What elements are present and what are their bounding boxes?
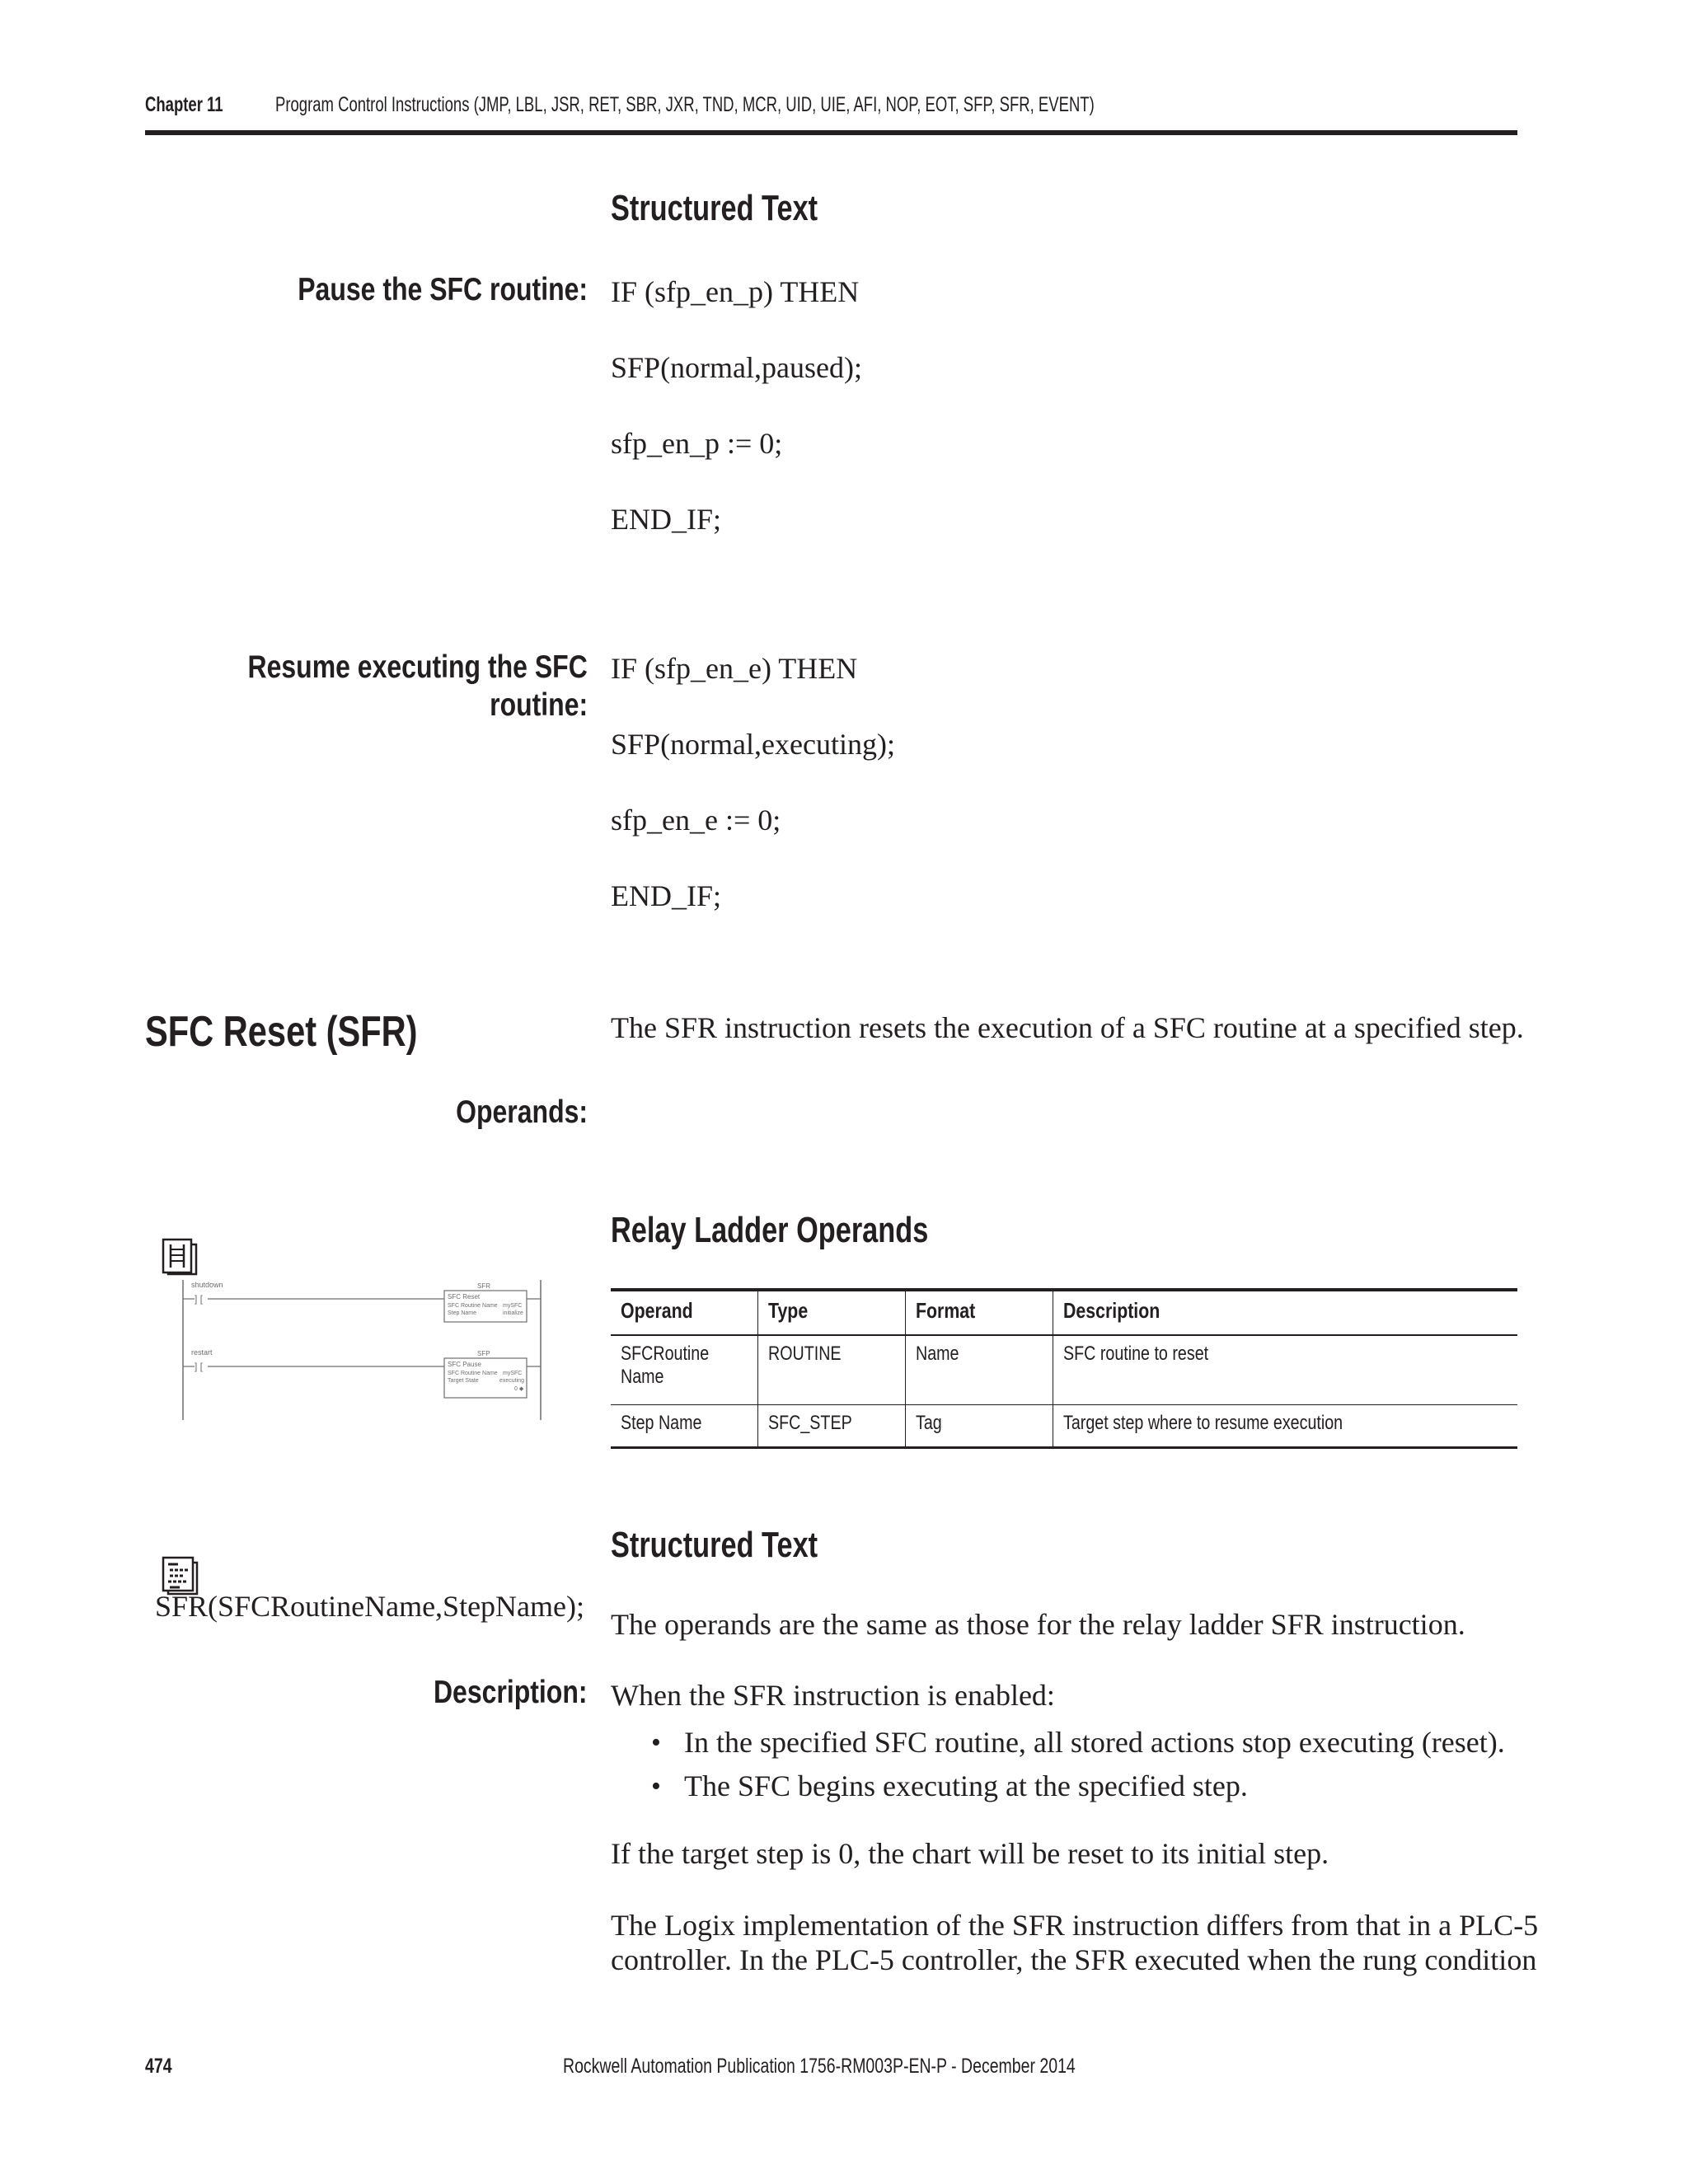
table-header-row xyxy=(611,1290,1517,1335)
sfr-structured-text-heading: Structured Text xyxy=(611,1525,818,1565)
sfr-st-description: The operands are the same as those for the relay ladder SFR instruction. xyxy=(611,1608,1465,1641)
table-header-cell: Format xyxy=(905,1290,1053,1335)
rung2-box-title: SFP xyxy=(477,1350,490,1357)
header-rule xyxy=(145,130,1517,135)
rung2-row2-label: Target State xyxy=(448,1378,479,1384)
sfr-intro: The SFR instruction resets the execution of a SFC routine at a specified step. xyxy=(611,1011,1524,1044)
description-bullets xyxy=(651,1721,1505,1808)
chapter-title: Program Control Instructions (JMP, LBL, JSR, RET, SBR, JXR, TND, MCR, UID, UIE, AFI, NOP, EOT, SFP, SFR, EVENT) xyxy=(275,93,1095,116)
rung1-row2-value: initialize xyxy=(503,1310,523,1316)
rung1-contact-tag: shutdown xyxy=(191,1281,223,1289)
svg-text:] [: ] [ xyxy=(195,1361,204,1372)
table-cell: Target step where to resume execution xyxy=(1053,1404,1517,1447)
pause-code-line-4: END_IF; xyxy=(611,503,721,536)
publication-info: Rockwell Automation Publication 1756-RM003P-EN-P - December 2014 xyxy=(563,2055,1076,2078)
rung1-row1-value: mySFC xyxy=(503,1303,523,1309)
table-cell: ROUTINE xyxy=(757,1335,905,1404)
rung1-box-name: SFC Reset xyxy=(448,1293,481,1301)
table-cell: SFC_STEP xyxy=(757,1404,905,1447)
chapter-label: Chapter 11 xyxy=(145,93,223,116)
sfr-st-syntax: SFR(SFCRoutineName,StepName); xyxy=(155,1590,584,1623)
table-row xyxy=(611,1404,1517,1447)
table-cell: SFC routine to reset xyxy=(1053,1335,1517,1404)
description-intro: When the SFR instruction is enabled: xyxy=(611,1679,1055,1712)
sfr-section-title: SFC Reset (SFR) xyxy=(145,1008,418,1056)
pause-code-line-1: IF (sfp_en_p) THEN xyxy=(611,275,860,308)
operands-table xyxy=(611,1288,1517,1449)
list-item: • The SFC begins executing at the specified step. xyxy=(651,1765,1505,1808)
table-cell: Step Name xyxy=(611,1404,757,1447)
table-header-cell: Operand xyxy=(611,1290,757,1335)
rung2-row1-label: SFC Routine Name xyxy=(448,1371,498,1376)
pause-code-line-2: SFP(normal,paused); xyxy=(611,351,862,384)
rung2-row2-value: executing xyxy=(499,1378,524,1384)
rung2-contact-tag: restart xyxy=(191,1348,213,1357)
ladder-diagram xyxy=(176,1276,547,1428)
page-number: 474 xyxy=(145,2055,172,2078)
table-row xyxy=(611,1335,1517,1404)
resume-label-line-1: Resume executing the SFC xyxy=(247,649,588,685)
resume-code-line-1: IF (sfp_en_e) THEN xyxy=(611,652,858,685)
rung1-row2-label: Step Name xyxy=(448,1310,477,1316)
list-item: • In the specified SFC routine, all stored actions stop executing (reset). xyxy=(651,1721,1505,1765)
table-header-cell: Description xyxy=(1053,1290,1517,1335)
description-label: Description: xyxy=(434,1675,588,1710)
description-para-1: If the target step is 0, the chart will be reset to its initial step. xyxy=(611,1837,1329,1870)
relay-ladder-operands-heading: Relay Ladder Operands xyxy=(611,1210,929,1250)
pause-label: Pause the SFC routine: xyxy=(298,272,588,307)
rung1-row1-label: SFC Routine Name xyxy=(448,1303,498,1309)
resume-label-line-2: routine: xyxy=(489,687,588,723)
resume-code-line-3: sfp_en_e := 0; xyxy=(611,804,781,837)
table-cell: Name xyxy=(905,1335,1053,1404)
description-para-2-line-1: The Logix implementation of the SFR instruction differs from that in a PLC-5 xyxy=(611,1909,1539,1942)
table-cell: SFCRoutine Name xyxy=(611,1335,757,1404)
operands-label: Operands: xyxy=(456,1094,588,1130)
description-para-2-line-2: controller. In the PLC-5 controller, the SFR executed when the rung condition xyxy=(611,1943,1537,1976)
rung2-box-name: SFC Pause xyxy=(448,1361,481,1368)
table-header-cell: Type xyxy=(757,1290,905,1335)
rung1-box-title: SFR xyxy=(477,1282,490,1290)
svg-text:] [: ] [ xyxy=(195,1293,204,1305)
resume-code-line-4: END_IF; xyxy=(611,879,721,912)
rung2-row3-value: 0 ◆ xyxy=(514,1386,524,1392)
pause-code-line-3: sfp_en_p := 0; xyxy=(611,427,783,460)
sfp-structured-text-heading: Structured Text xyxy=(611,188,818,228)
ladder-icon xyxy=(162,1238,199,1280)
table-cell: Tag xyxy=(905,1404,1053,1447)
rung2-row1-value: mySFC xyxy=(503,1371,523,1376)
resume-code-line-2: SFP(normal,executing); xyxy=(611,728,895,761)
